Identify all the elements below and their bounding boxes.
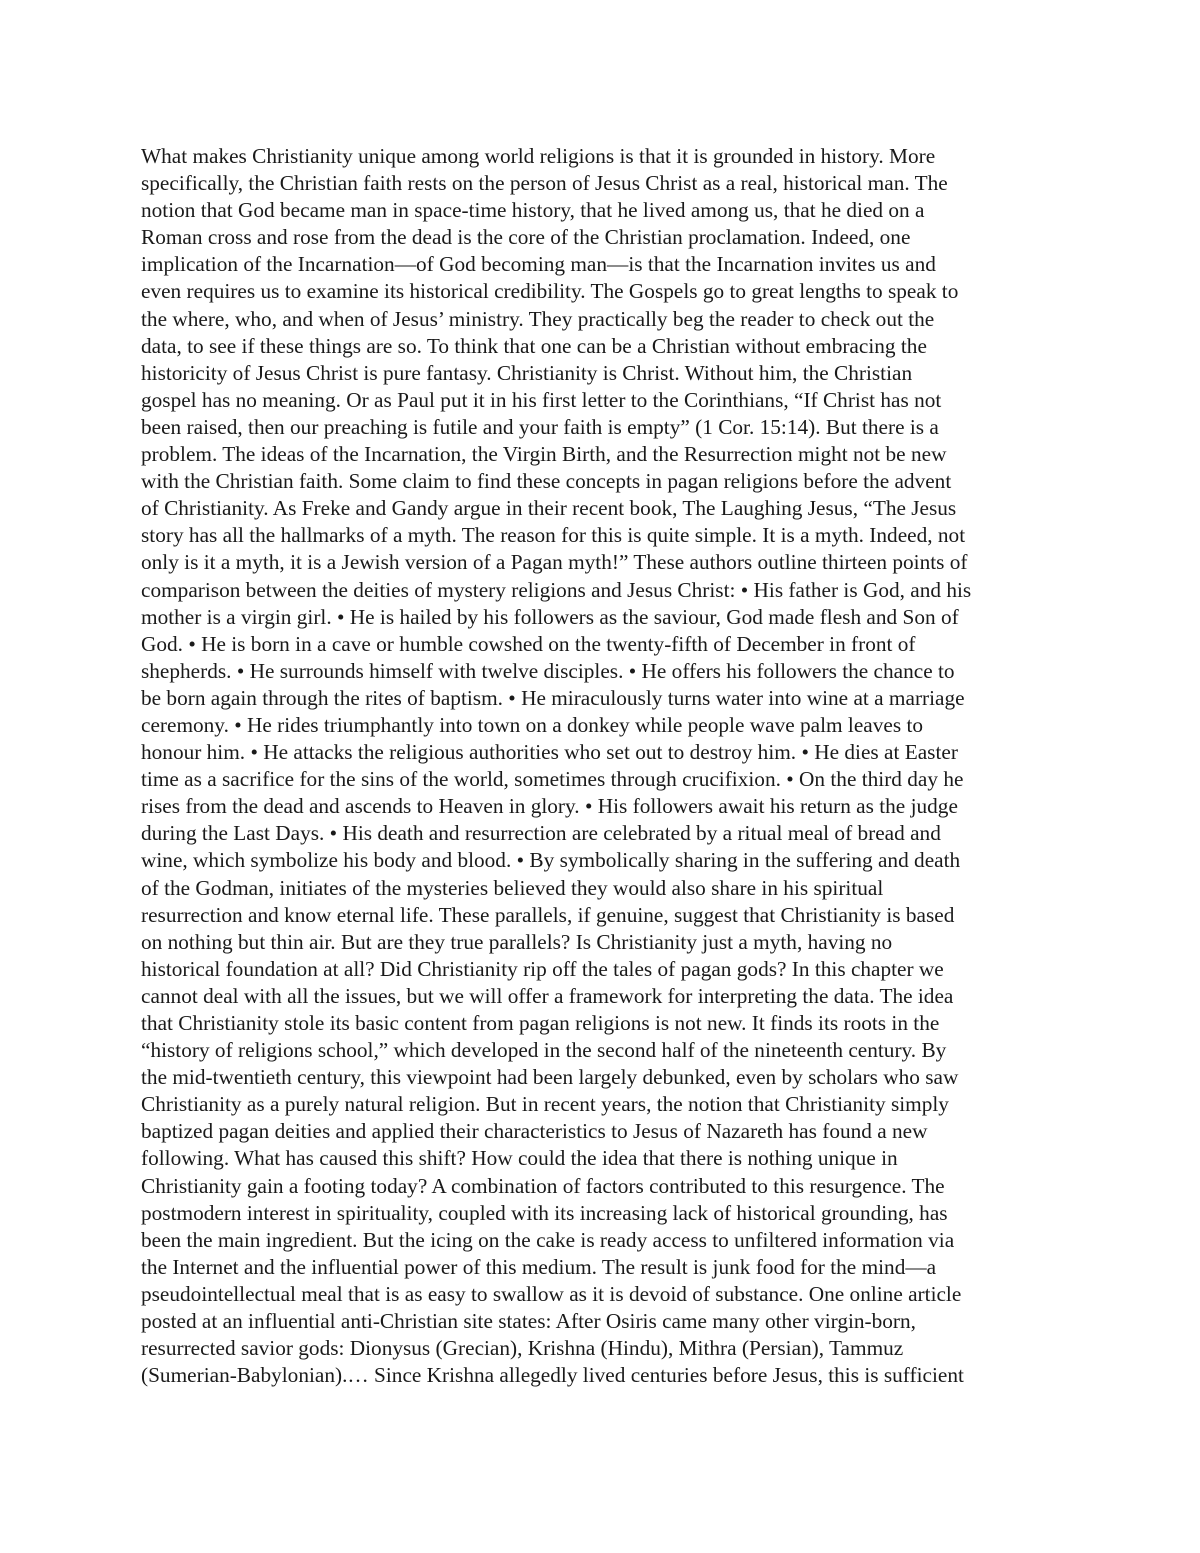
text-line: historical foundation at all? Did Christianity rip off the tales of pagan gods? In this chapter we bbox=[141, 956, 944, 981]
text-line: shepherds. • He surrounds himself with twelve disciples. • He offers his followers the chance to bbox=[141, 658, 955, 683]
text-line: resurrection and know eternal life. These parallels, if genuine, suggest that Christianity is based bbox=[141, 902, 955, 927]
text-line: What makes Christianity unique among world religions is that it is grounded in history. More bbox=[141, 144, 936, 168]
text-line: wine, which symbolize his body and blood. • By symbolically sharing in the suffering and death bbox=[141, 848, 961, 873]
text-line: resurrected savior gods: Dionysus (Grecian), Krishna (Hindu), Mithra (Persian), Tammuz bbox=[141, 1336, 904, 1361]
text-line: implication of the Incarnation—of God becoming man—is that the Incarnation invites us and bbox=[141, 252, 936, 277]
text-line: the where, who, and when of Jesus’ ministry. They practically beg the reader to check out the bbox=[141, 306, 935, 331]
text-line: Christianity gain a footing today? A combination of factors contributed to this resurgence. The bbox=[141, 1173, 945, 1198]
text-line: of the Godman, initiates of the mysteries believed they would also share in his spiritual bbox=[141, 875, 884, 900]
text-line: data, to see if these things are so. To think that one can be a Christian without embracing the bbox=[141, 333, 927, 358]
body-paragraph bbox=[141, 143, 1071, 1389]
text-line: story has all the hallmarks of a myth. The reason for this is quite simple. It is a myth. Indeed, not bbox=[141, 523, 966, 548]
text-line: cannot deal with all the issues, but we will offer a framework for interpreting the data. The idea bbox=[141, 983, 954, 1008]
text-line: on nothing but thin air. But are they true parallels? Is Christianity just a myth, having no bbox=[141, 929, 893, 954]
text-line: been raised, then our preaching is futile and your faith is empty” (1 Cor. 15:14). But there is a bbox=[141, 414, 939, 439]
text-line: rises from the dead and ascends to Heaven in glory. • His followers await his return as the judge bbox=[141, 794, 958, 819]
text-line: gospel has no meaning. Or as Paul put it in his first letter to the Corinthians, “If Christ has not bbox=[141, 387, 942, 412]
text-line: notion that God became man in space-time history, that he lived among us, that he died on a bbox=[141, 198, 925, 223]
text-line: “history of religions school,” which developed in the second half of the nineteenth century. By bbox=[141, 1038, 947, 1063]
text-line: God. • He is born in a cave or humble cowshed on the twenty-fifth of December in front of bbox=[141, 631, 916, 656]
text-line: only is it a myth, it is a Jewish version of a Pagan myth!” These authors outline thirteen points of bbox=[141, 550, 968, 575]
text-line: ceremony. • He rides triumphantly into town on a donkey while people wave palm leaves to bbox=[141, 712, 924, 737]
text-line: baptized pagan deities and applied their characteristics to Jesus of Nazareth has found a new bbox=[141, 1119, 928, 1144]
text-line: of Christianity. As Freke and Gandy argue in their recent book, The Laughing Jesus, “The Jesus bbox=[141, 496, 957, 521]
text-line: that Christianity stole its basic content from pagan religions is not new. It finds its roots in the bbox=[141, 1011, 940, 1035]
text-line: following. What has caused this shift? How could the idea that there is nothing unique in bbox=[141, 1146, 898, 1171]
text-line: honour him. • He attacks the religious authorities who set out to destroy him. • He dies at Easter bbox=[141, 740, 958, 765]
text-line: (Sumerian-Babylonian).… Since Krishna allegedly lived centuries before Jesus, this is sufficient bbox=[141, 1363, 964, 1388]
text-line: historicity of Jesus Christ is pure fantasy. Christianity is Christ. Without him, the Christian bbox=[141, 360, 913, 385]
text-line: problem. The ideas of the Incarnation, the Virgin Birth, and the Resurrection might not be new bbox=[141, 442, 947, 467]
text-line: posted at an influential anti-Christian site states: After Osiris came many other virgin-born, bbox=[141, 1309, 916, 1334]
text-line: pseudointellectual meal that is as easy to swallow as it is devoid of substance. One online article bbox=[141, 1281, 962, 1306]
text-line: the Internet and the influential power of this medium. The result is junk food for the mind—a bbox=[141, 1254, 937, 1279]
text-line: been the main ingredient. But the icing on the cake is ready access to unfiltered information via bbox=[141, 1227, 955, 1252]
text-line: be born again through the rites of baptism. • He miraculously turns water into wine at a marriage bbox=[141, 685, 965, 710]
text-line: mother is a virgin girl. • He is hailed by his followers as the saviour, God made flesh and Son of bbox=[141, 604, 959, 629]
text-line: the mid-twentieth century, this viewpoint had been largely debunked, even by scholars who saw bbox=[141, 1065, 959, 1090]
text-line: even requires us to examine its historical credibility. The Gospels go to great lengths to speak to bbox=[141, 279, 959, 304]
text-line: comparison between the deities of mystery religions and Jesus Christ: • His father is God, and his bbox=[141, 577, 972, 602]
text-line: Roman cross and rose from the dead is the core of the Christian proclamation. Indeed, one bbox=[141, 225, 911, 250]
text-line: Christianity as a purely natural religion. But in recent years, the notion that Christianity simply bbox=[141, 1092, 949, 1117]
text-line: during the Last Days. • His death and resurrection are celebrated by a ritual meal of bread and bbox=[141, 821, 941, 846]
text-line: time as a sacrifice for the sins of the world, sometimes through crucifixion. • On the third day he bbox=[141, 767, 964, 792]
text-line: postmodern interest in spirituality, coupled with its increasing lack of historical grounding, has bbox=[141, 1200, 948, 1225]
text-line: with the Christian faith. Some claim to find these concepts in pagan religions before the advent bbox=[141, 469, 952, 494]
text-line: specifically, the Christian faith rests on the person of Jesus Christ as a real, historical man. The bbox=[141, 171, 948, 196]
